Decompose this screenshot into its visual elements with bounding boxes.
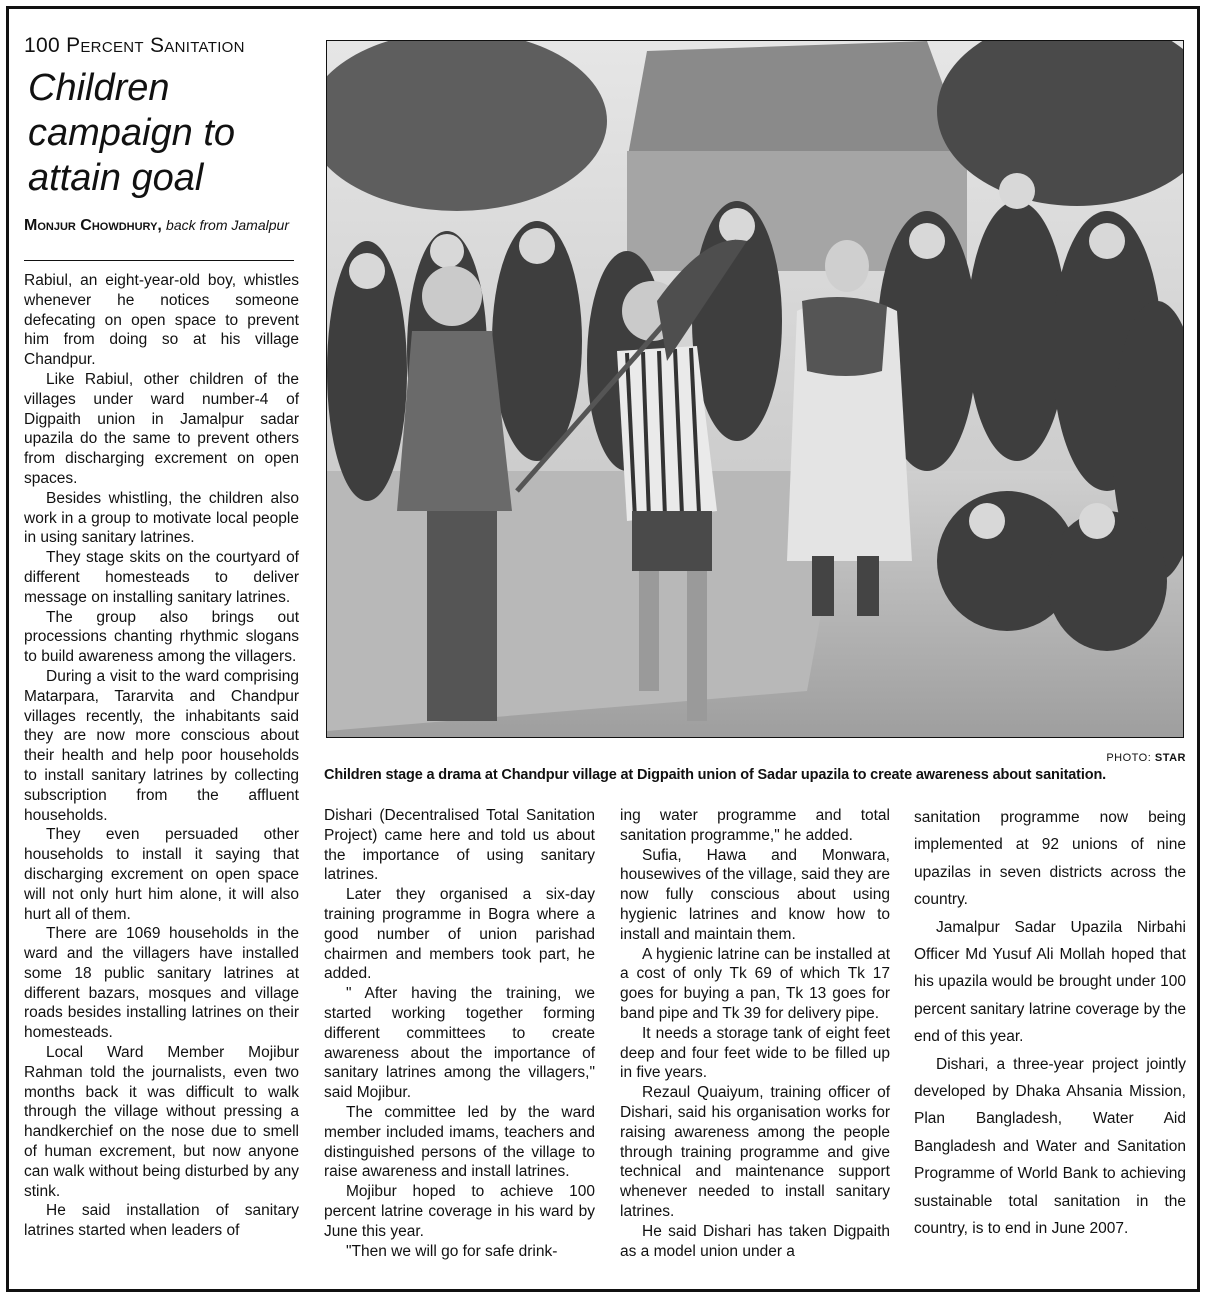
photo-credit-source: STAR bbox=[1154, 752, 1186, 764]
paragraph: They stage skits on the courtyard of different homesteads to deliver message on installing sanitary latrines. bbox=[24, 549, 299, 606]
headline: Children campaign to attain goal bbox=[28, 67, 236, 199]
byline-location: back from Jamalpur bbox=[166, 217, 289, 233]
paragraph: "Then we will go for safe drink- bbox=[346, 1242, 558, 1260]
article-photo bbox=[326, 40, 1184, 738]
paragraph: The group also brings out processions chanting rhythmic slogans to build awareness among the villagers. bbox=[24, 608, 299, 666]
article-column-2 bbox=[324, 806, 595, 1261]
paragraph: Jamalpur Sadar Upazila Nirbahi Officer Md Yusuf Ali Mollah hoped that his upazila would be brought under 100 percent sanitary latrine coverage by the end of this year. bbox=[914, 918, 1186, 1046]
paragraph: Besides whistling, the children also work in a group to motivate local people in using sanitary latrines. bbox=[24, 489, 299, 547]
article-column-3 bbox=[620, 806, 890, 1261]
byline-author: Monjur Chowdhury, bbox=[24, 217, 162, 234]
article-column-1 bbox=[24, 271, 299, 1241]
article-column-4 bbox=[914, 804, 1186, 1243]
photo-credit-label: PHOTO: bbox=[1106, 752, 1152, 764]
photo-credit bbox=[1040, 752, 1186, 764]
paragraph: Dishari (Decentralised Total Sanitation Project) came here and told us about the importance of using sanitary latrines. bbox=[324, 807, 595, 884]
section-kicker: 100 Percent Sanitation bbox=[24, 34, 245, 57]
paragraph: " After having the training, we started working together forming different committees to create awareness about the importance of sanitary latrines among the villagers," said Mojibur. bbox=[324, 985, 595, 1102]
paragraph: There are 1069 households in the ward and the villagers have installed some 18 public sanitary latrines at different bazars, mosques and village roads besides installing latrines on their homesteads. bbox=[24, 925, 299, 1042]
paragraph: They even persuaded other households to install it saying that discharging excrement on open space will not only hurt him alone, it will also hurt all of them. bbox=[24, 826, 299, 923]
paragraph: ing water programme and total sanitation programme," he added. bbox=[620, 807, 890, 844]
paragraph: Rabiul, an eight-year-old boy, whistles whenever he notices someone defecating on open space to prevent him from doing so at his village Chandpur. bbox=[24, 272, 299, 369]
paragraph: Local Ward Member Mojibur Rahman told the journalists, even two months back it was difficult to walk through the village without pressing a handkerchief on the nose due to smell of human excrement, but now anyone can walk without being disturbed by any stink. bbox=[24, 1044, 299, 1200]
paragraph: Rezaul Quaiyum, training officer of Dishari, said his organisation works for raising awareness among the people through training programme and give technical and maintenance support whenever needed to install sanitary latrines. bbox=[620, 1084, 890, 1220]
paragraph: It needs a storage tank of eight feet deep and four feet wide to be filled up in five years. bbox=[620, 1024, 890, 1082]
paragraph: Mojibur hoped to achieve 100 percent latrine coverage in his ward by June this year. bbox=[324, 1183, 595, 1240]
paragraph: sanitation programme now being implemented at 92 unions of nine upazilas in seven districts across the country. bbox=[914, 809, 1186, 909]
paragraph: Dishari, a three-year project jointly developed by Dhaka Ahsania Mission, Plan Bangladesh, Water Aid Bangladesh and Water and Sanitation Programme of World Bank to achieving sustainable total sanitation in the country, is to end in June 2007. bbox=[914, 1055, 1186, 1238]
photo-illustration bbox=[327, 41, 1184, 738]
paragraph: Sufia, Hawa and Monwara, housewives of the village, said they are now fully conscious about using hygienic latrines and know how to install and maintain them. bbox=[620, 846, 890, 943]
byline-divider bbox=[24, 260, 294, 261]
byline bbox=[24, 216, 314, 235]
paragraph: The committee led by the ward member included imams, teachers and distinguished persons of the village to raise awareness and install latrines. bbox=[324, 1103, 595, 1181]
paragraph: He said Dishari has taken Digpaith as a model union under a bbox=[620, 1222, 890, 1260]
photo-caption: Children stage a drama at Chandpur village at Digpaith union of Sadar upazila to create awareness about sanitation. bbox=[324, 767, 1107, 783]
paragraph: Like Rabiul, other children of the villages under ward number-4 of Digpaith union in Jamalpur sadar upazila do the same to prevent others from discharging excrement on open spaces. bbox=[24, 370, 299, 487]
paragraph: During a visit to the ward comprising Matarpara, Tararvita and Chandpur villages recently, the inhabitants said they are now more conscious about their health and help poor households to install sanitary latrines by collecting subscription from the affluent households. bbox=[24, 667, 299, 824]
paragraph: He said installation of sanitary latrines started when leaders of bbox=[24, 1202, 299, 1240]
paragraph: Later they organised a six-day training programme in Bogra where a good number of union parishad chairmen and members took part, he added. bbox=[324, 886, 595, 983]
paragraph: A hygienic latrine can be installed at a cost of only Tk 69 of which Tk 17 goes for buying a pan, Tk 13 goes for band pipe and Tk 39 for delivery pipe. bbox=[620, 945, 890, 1022]
